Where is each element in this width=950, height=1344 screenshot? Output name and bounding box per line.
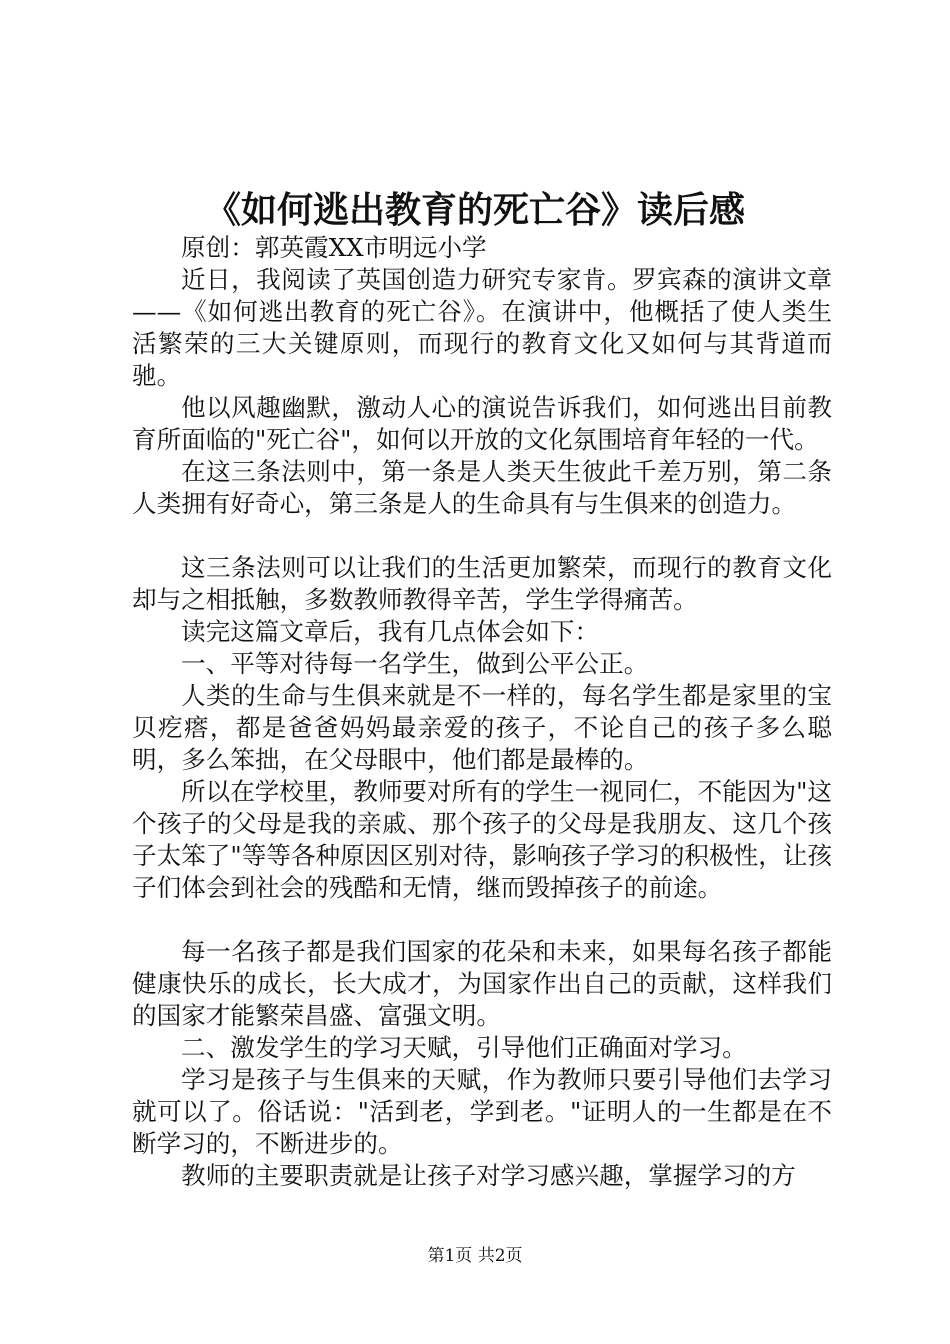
paragraph: 学习是孩子与生俱来的天赋，作为教师只要引导他们去学习就可以了。俗话说："活到老，学到老。"证明人的一生都是在不断学习的，不断进步的。 [132,1065,832,1158]
paragraph: 他以风趣幽默，激动人心的演说告诉我们，如何逃出目前教育所面临的"死亡谷"，如何以开放的文化氛围培育年轻的一代。 [132,393,832,454]
paragraph: 人类的生命与生俱来就是不一样的，每名学生都是家里的宝贝疙瘩，都是爸爸妈妈最亲爱的孩子，不论自己的孩子多么聪明，多么笨拙，在父母眼中，他们都是最棒的。 [132,681,832,774]
paragraph: 一、平等对待每一名学生，做到公平公正。 [181,649,649,678]
paragraph: 所以在学校里，教师要对所有的学生一视同仁，不能因为"这个孩子的父母是我的亲戚、那个孩子的父母是我朋友、这几个孩子太笨了"等等各种原因区别对待，影响孩子学习的积极性，让孩子们体会到社会的残酷和无情，继而毁掉孩子的前途。 [132,777,832,902]
page-footer: 第1页 共2页 [427,1246,523,1266]
paragraph: 这三条法则可以让我们的生活更加繁荣，而现行的教育文化却与之相抵触，多数教师教得辛苦，学生学得痛苦。 [132,553,832,614]
paragraph: 每一名孩子都是我们国家的花朵和未来，如果每名孩子都能健康快乐的成长，长大成才，为国家作出自己的贡献，这样我们的国家才能繁荣昌盛、富强文明。 [132,937,832,1030]
document-title: 《如何逃出教育的死亡谷》读后感 [204,189,745,231]
paragraph: 教师的主要职责就是让孩子对学习感兴趣，掌握学习的方 [181,1161,796,1190]
paragraph: 原创：郭英霞XX市明远小学 [181,233,487,262]
paragraph: 二、激发学生的学习天赋，引导他们正确面对学习。 [181,1033,747,1062]
document-body [132,232,832,1192]
paragraph: 近日，我阅读了英国创造力研究专家肯。罗宾森的演讲文章——《如何逃出教育的死亡谷》。在演讲中，他概括了使人类生活繁荣的三大关键原则，而现行的教育文化又如何与其背道而驰。 [132,265,832,390]
paragraph: 读完这篇文章后，我有几点体会如下： [181,617,600,646]
paragraph: 在这三条法则中，第一条是人类天生彼此千差万别，第二条人类拥有好奇心，第三条是人的生命具有与生俱来的创造力。 [132,457,832,518]
